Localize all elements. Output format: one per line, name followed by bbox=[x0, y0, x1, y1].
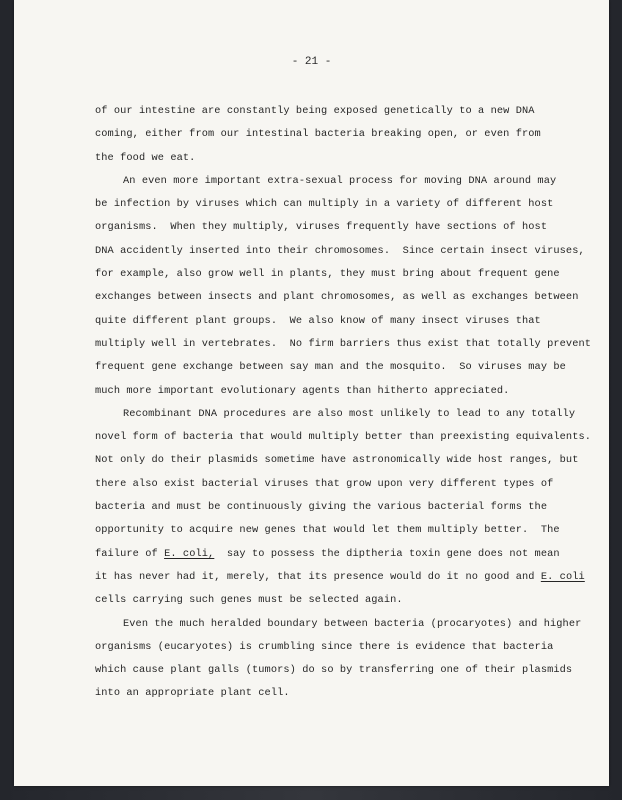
text-line: organisms (eucaryotes) is crumbling since there is evidence that bacteria bbox=[95, 640, 554, 653]
text-line: Not only do their plasmids sometime have astronomically wide host ranges, but bbox=[95, 454, 579, 467]
text-line: frequent gene exchange between say man and the mosquito. So viruses may be bbox=[95, 361, 566, 374]
text-line: bacteria and must be continuously giving the various bacterial forms the bbox=[95, 501, 548, 514]
text-line: Recombinant DNA procedures are also most unlikely to lead to any totally bbox=[123, 407, 576, 420]
text-line: into an appropriate plant cell. bbox=[95, 687, 290, 700]
text-line: be infection by viruses which can multiply in a variety of different host bbox=[95, 198, 554, 211]
text-line: opportunity to acquire new genes that would let them multiply better. The bbox=[95, 524, 560, 537]
text-line: the food we eat. bbox=[95, 151, 196, 164]
text-line: for example, also grow well in plants, they must bring about frequent gene bbox=[95, 268, 560, 281]
text-line: much more important evolutionary agents than hitherto appreciated. bbox=[95, 384, 510, 397]
text-line: cells carrying such genes must be selected again. bbox=[95, 594, 403, 607]
text-line bbox=[95, 566, 585, 589]
page-number: - 21 - bbox=[291, 56, 332, 68]
text-line bbox=[95, 543, 575, 566]
text-line: of our intestine are constantly being exposed genetically to a new DNA bbox=[95, 105, 535, 117]
body-text bbox=[95, 100, 592, 706]
text-line: exchanges between insects and plant chromosomes, as well as exchanges between bbox=[95, 291, 579, 304]
text-fragment: say to possess the diptheria toxin gene does not mean bbox=[214, 547, 560, 560]
text-fragment: failure of bbox=[95, 547, 165, 560]
text-line: An even more important extra-sexual process for moving DNA around may bbox=[123, 174, 557, 187]
text-line: multiply well in vertebrates. No firm barriers thus exist that totally prevent bbox=[95, 337, 592, 350]
species-name: E. coli, bbox=[164, 547, 215, 560]
text-line: novel form of bacteria that would multiply better than preexisting equivalents. bbox=[95, 431, 592, 444]
text-line: quite different plant groups. We also know of many insect viruses that bbox=[95, 314, 541, 327]
text-line: organisms. When they multiply, viruses frequently have sections of host bbox=[95, 221, 548, 234]
species-name: E. coli bbox=[540, 570, 585, 583]
text-line: Even the much heralded boundary between bacteria (procaryotes) and higher bbox=[123, 617, 582, 630]
text-line: there also exist bacterial viruses that grow upon very different types of bbox=[95, 477, 554, 490]
document-page bbox=[14, 0, 609, 786]
text-line: coming, either from our intestinal bacteria breaking open, or even from bbox=[95, 128, 541, 141]
text-line: DNA accidently inserted into their chromosomes. Since certain insect viruses, bbox=[95, 244, 585, 257]
text-line: which cause plant galls (tumors) do so by transferring one of their plasmids bbox=[95, 664, 573, 677]
text-fragment: it has never had it, merely, that its presence would do it no good and bbox=[95, 570, 541, 583]
